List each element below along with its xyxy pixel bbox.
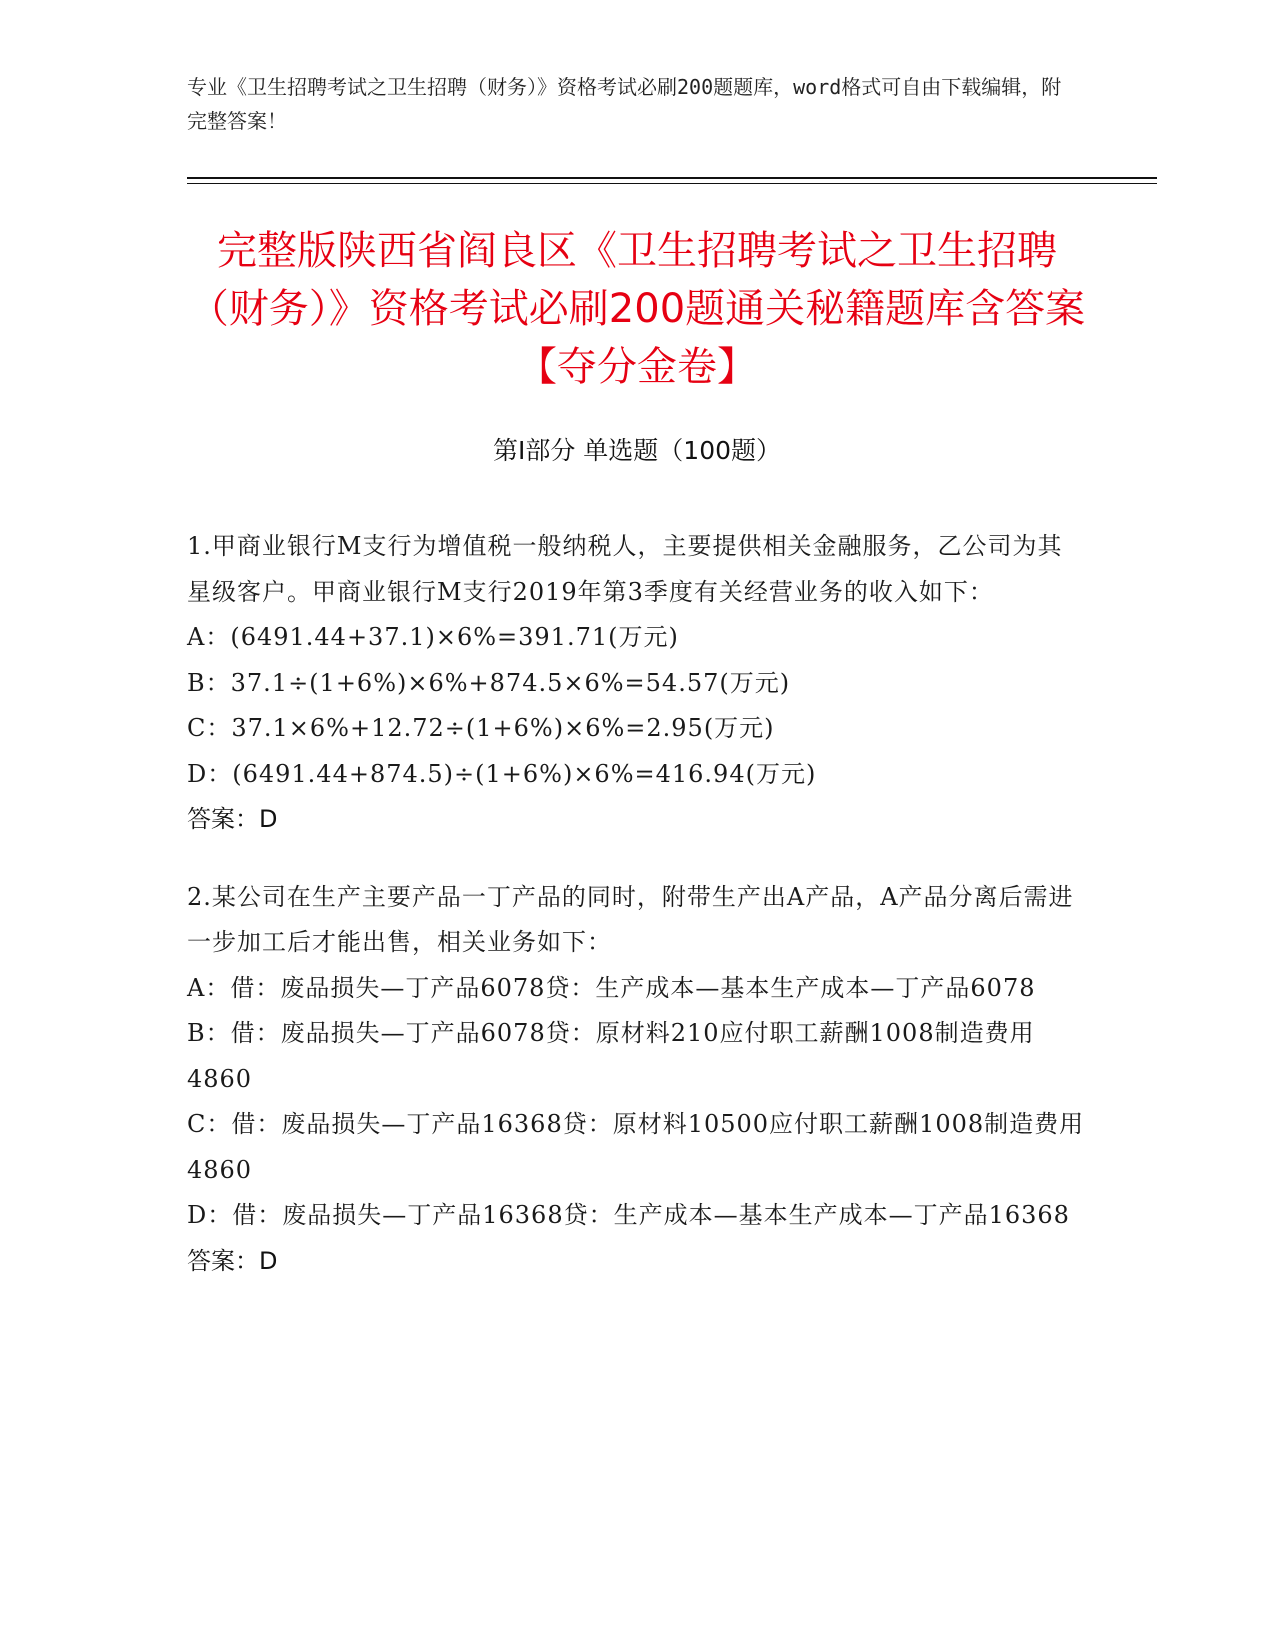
option-d: D：(6491.44+874.5)÷(1+6%)×6%=416.94(万元) xyxy=(187,759,817,788)
question-stem: 2.某公司在生产主要产品一丁产品的同时，附带生产出A产品，A产品分离后需进一步加工后才能出售，相关业务如下： xyxy=(187,882,1074,956)
question-list xyxy=(187,524,1087,1316)
question-1 xyxy=(187,524,1087,843)
section-heading: 第I部分 单选题（100题） xyxy=(492,436,782,465)
document-title: 完整版陕西省阎良区《卫生招聘考试之卫生招聘（财务）》资格考试必刷200题通关秘籍题库含答案【夺分金卷】 xyxy=(188,228,1086,390)
question-2 xyxy=(187,875,1087,1285)
answer-line: 答案：D xyxy=(187,1246,278,1275)
option-b: B：借：废品损失—丁产品6078贷：原材料210应付职工薪酬1008制造费用4860 xyxy=(187,1019,1035,1093)
option-b: B：37.1÷(1+6%)×6%+874.5×6%=54.57(万元) xyxy=(187,668,791,697)
question-stem: 1.甲商业银行M支行为增值税一般纳税人，主要提供相关金融服务，乙公司为其星级客户。甲商业银行M支行2019年第3季度有关经营业务的收入如下： xyxy=(187,532,1063,606)
option-a: A：(6491.44+37.1)×6%=391.71(万元) xyxy=(187,623,679,651)
header-divider-thick xyxy=(187,177,1157,179)
option-c: C：37.1×6%+12.72÷(1+6%)×6%=2.95(万元) xyxy=(187,714,775,742)
header-note: 专业《卫生招聘考试之卫生招聘（财务）》资格考试必刷200题题库，word格式可自由下载编辑，附完整答案！ xyxy=(187,75,1062,133)
option-c: C：借：废品损失—丁产品16368贷：原材料10500应付职工薪酬1008制造费用4860 xyxy=(187,1110,1085,1184)
header-divider-thin xyxy=(187,183,1157,184)
answer-line: 答案：D xyxy=(187,805,278,833)
option-d: D：借：废品损失—丁产品16368贷：生产成本—基本生产成本—丁产品16368 xyxy=(187,1201,1070,1229)
option-a: A：借：废品损失—丁产品6078贷：生产成本—基本生产成本—丁产品6078 xyxy=(187,973,1036,1002)
